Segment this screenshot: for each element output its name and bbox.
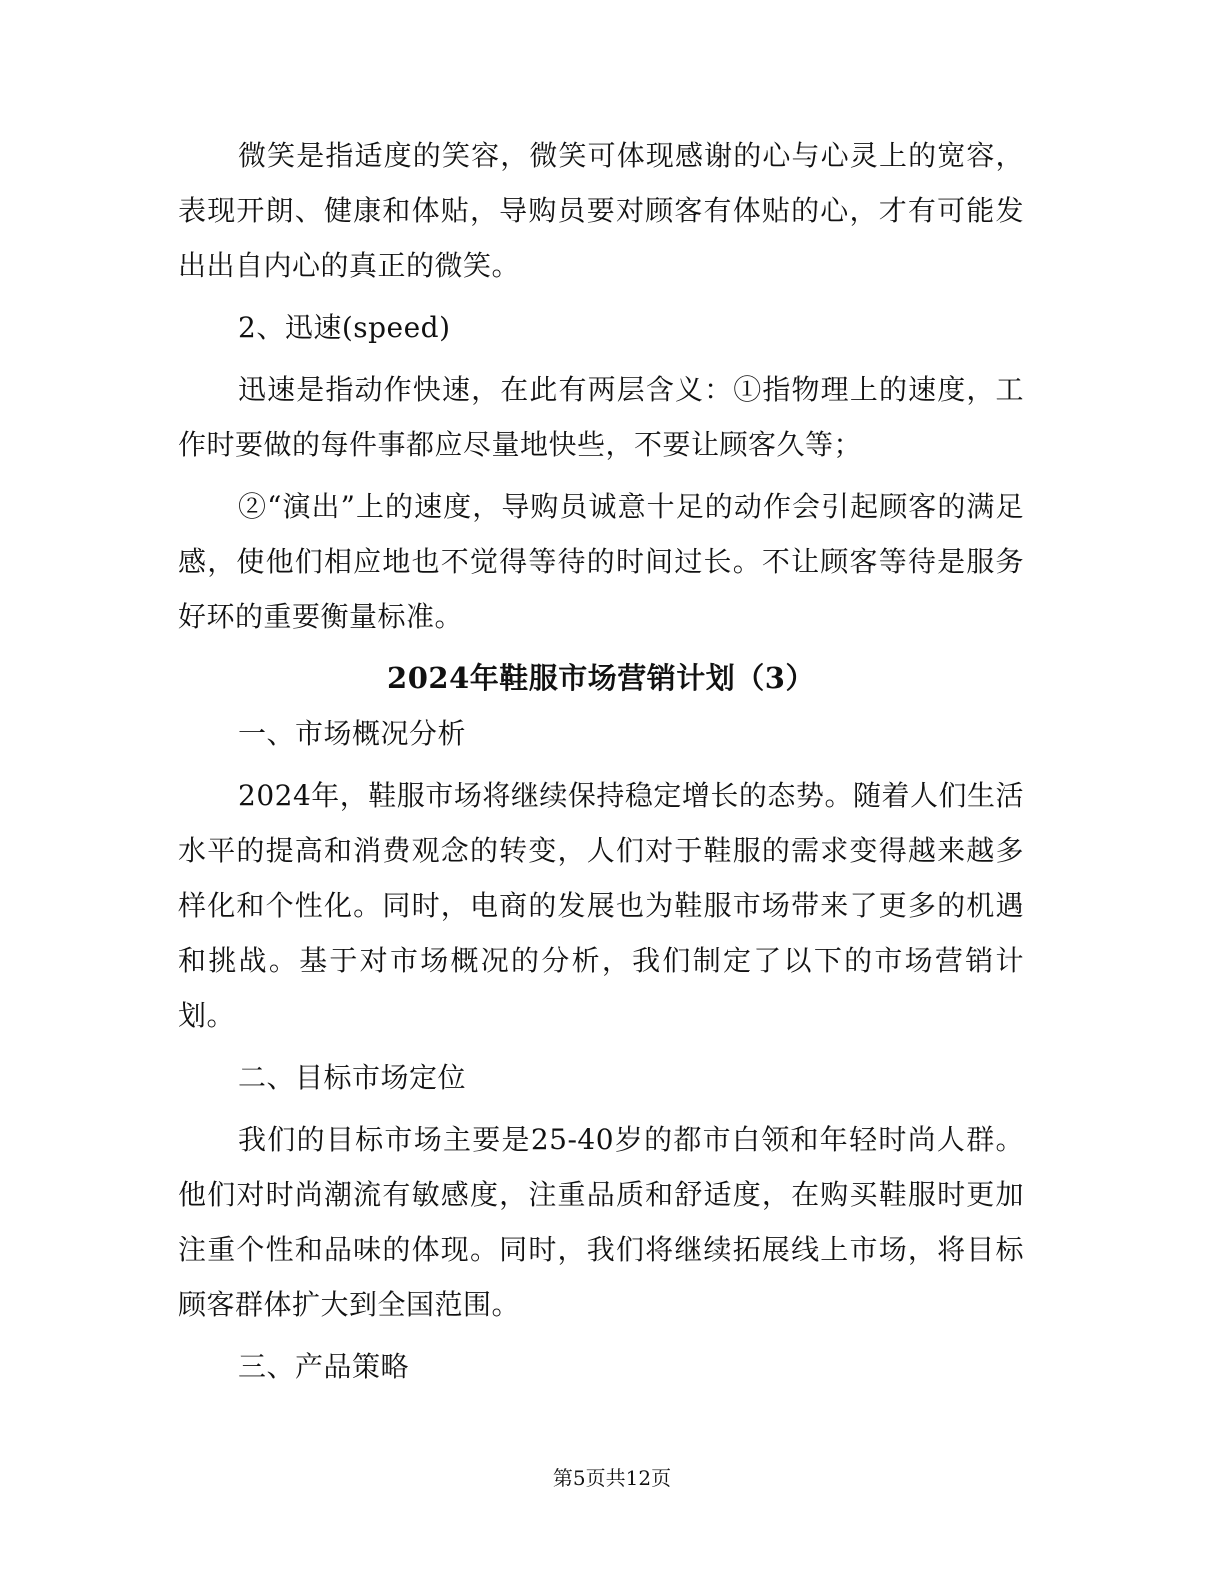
paragraph-market-overview: 2024年，鞋服市场将继续保持稳定增长的态势。随着人们生活水平的提高和消费观念的转变，人们对于鞋服的需求变得越来越多样化和个性化。同时，电商的发展也为鞋服市场带来了更多的机遇和挑战。基于对市场概况的分析，我们制定了以下的市场营销计划。 [178, 779, 1024, 1032]
paragraph-target-market: 我们的目标市场主要是25-40岁的都市白领和年轻时尚人群。他们对时尚潮流有敏感度，注重品质和舒适度，在购买鞋服时更加注重个性和品味的体现。同时，我们将继续拓展线上市场，将目标顾客群体扩大到全国范围。 [178, 1123, 1024, 1321]
heading-target-market: 二、目标市场定位 [238, 1061, 467, 1094]
heading-product-strategy: 三、产品策略 [238, 1350, 410, 1383]
section-title: 2024年鞋服市场营销计划（3） [387, 661, 815, 695]
document-body [178, 128, 1024, 1394]
paragraph-performance-speed: ②“演出”上的速度，导购员诚意十足的动作会引起顾客的满足感，使他们相应地也不觉得等待的时间过长。不让顾客等待是服务好环的重要衡量标准。 [178, 490, 1024, 633]
paragraph-speed-meaning: 迅速是指动作快速，在此有两层含义：①指物理上的速度，工作时要做的每件事都应尽量地快些，不要让顾客久等； [178, 373, 1024, 461]
page-number: 第5页共12页 [552, 1466, 672, 1490]
heading-speed: 2、迅速(speed) [238, 311, 451, 344]
heading-market-overview: 一、市场概况分析 [238, 717, 467, 750]
paragraph-smile: 微笑是指适度的笑容，微笑可体现感谢的心与心灵上的宽容，表现开朗、健康和体贴，导购员要对顾客有体贴的心，才有可能发出出自内心的真正的微笑。 [178, 139, 1024, 282]
